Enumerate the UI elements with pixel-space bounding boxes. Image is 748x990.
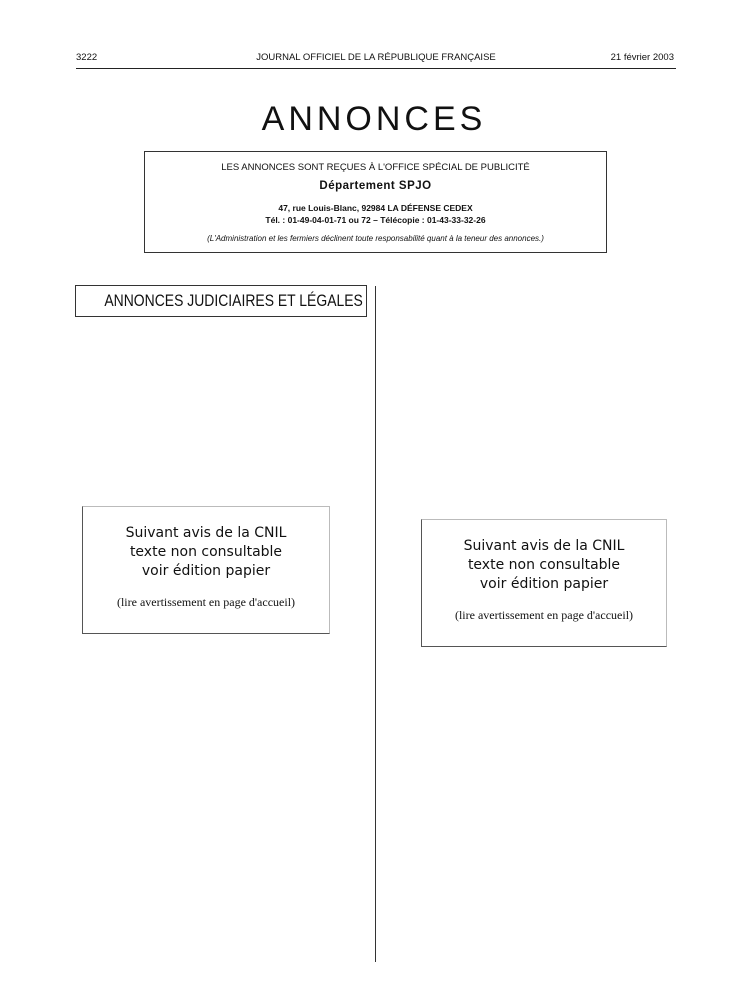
cnil-notice-right	[421, 519, 667, 647]
journal-title: JOURNAL OFFICIEL DE LA RÉPUBLIQUE FRANÇAISE	[256, 52, 496, 63]
cnil-notice-line: texte non consultable	[129, 544, 283, 560]
cnil-notice-left	[82, 506, 330, 634]
header-rule	[76, 68, 676, 69]
cnil-notice-line: Suivant avis de la CNIL	[463, 538, 625, 554]
info-line-reception: LES ANNONCES SONT REÇUES À L'OFFICE SPÉCIAL DE PUBLICITÉ	[221, 162, 530, 173]
cnil-notice-note: (lire avertissement en page d'accueil)	[116, 595, 296, 609]
cnil-notice-line: texte non consultable	[467, 557, 621, 573]
cnil-notice-note: (lire avertissement en page d'accueil)	[454, 608, 634, 622]
info-line-disclaimer: (L'Administration et les fermiers déclinent toute responsabilité quant à la teneur des annonces.)	[207, 234, 544, 243]
cnil-notice-line: Suivant avis de la CNIL	[125, 525, 287, 541]
column-divider	[375, 286, 376, 962]
cnil-notice-line: voir édition papier	[479, 576, 609, 592]
info-line-address: 47, rue Louis-Blanc, 92984 LA DÉFENSE CEDEX	[278, 203, 473, 213]
publicity-office-info-box	[144, 151, 607, 253]
page-number: 3222	[76, 52, 98, 63]
info-line-department: Département SPJO	[319, 180, 432, 192]
info-line-phone: Tél. : 01-49-04-01-71 ou 72 – Télécopie : 01-43-33-32-26	[265, 215, 486, 225]
section-title: ANNONCES	[261, 100, 487, 138]
rubric-heading-text: ANNONCES JUDICIAIRES ET LÉGALES	[104, 291, 363, 310]
cnil-notice-line: voir édition papier	[141, 563, 271, 579]
page-header	[76, 52, 676, 66]
rubric-heading	[75, 285, 367, 317]
publication-date: 21 février 2003	[610, 52, 674, 63]
